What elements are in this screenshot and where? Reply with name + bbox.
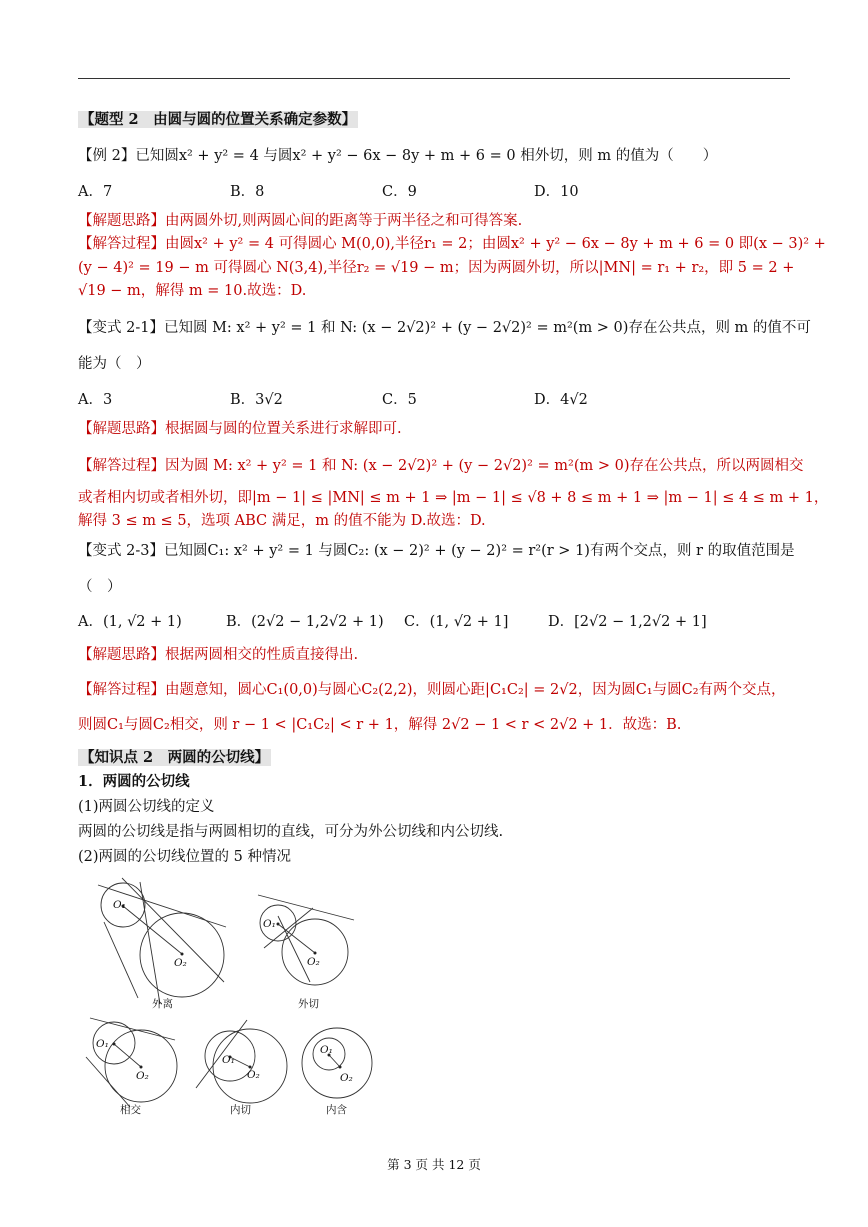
label-o1: O₁ [113, 899, 126, 911]
label-o1: O₁ [320, 1044, 333, 1056]
variant1-stem-2: 能为（ ） [78, 356, 151, 372]
variant1-option-d: D．4√2 [534, 392, 588, 408]
page-footer: 第 3 页 共 12 页 [387, 1157, 481, 1172]
variant3-stem-2: （ ） [78, 579, 122, 595]
variant1-solution-1: 【解答过程】因为圆 M: x² + y² = 1 和 N: (x − 2√2)² + (y − 2√2)² = m²(m > 0)存在公共点，所以两圆相交 [78, 458, 804, 474]
knowledge-text1: 两圆的公切线是指与两圆相切的直线，可分为外公切线和内公切线. [78, 824, 504, 840]
example-option-b: B．8 [230, 184, 265, 200]
top-rule [78, 78, 790, 79]
variant3-option-b: B．(2√2 − 1,2√2 + 1) [226, 614, 384, 630]
diagram-internal-tangent [196, 1020, 287, 1103]
example-solution-2: (y − 4)² = 19 − m 可得圆心 N(3,4),半径r₂ = √19 − m；因为两圆外切，所以|MN| = r₁ + r₂，即 5 = 2 + [78, 260, 795, 276]
diagram-intersecting [86, 1018, 177, 1107]
label-o1: O₁ [263, 918, 276, 930]
variant3-stem-1: 【变式 2-3】已知圆C₁: x² + y² = 1 与圆C₂: (x − 2)² + (y − 2)² = r²(r > 1)有两个交点，则 r 的取值范围是 [78, 543, 795, 559]
knowledge-sub2: (2)两圆的公切线位置的 5 种情况 [78, 849, 291, 865]
example-option-d: D．10 [534, 184, 579, 200]
variant3-idea: 【解题思路】根据两圆相交的性质直接得出. [78, 647, 359, 663]
example-stem: 【例 2】已知圆x² + y² = 4 与圆x² + y² − 6x − 8y + m + 6 = 0 相外切，则 m 的值为（ ） [78, 148, 718, 164]
variant1-option-c: C．5 [382, 392, 417, 408]
label-o1: O₁ [96, 1038, 109, 1050]
example-solution-1: 【解答过程】由圆x² + y² = 4 可得圆心 M(0,0),半径r₁ = 2；由圆x² + y² − 6x − 8y + m + 6 = 0 即(x − 3)² + [78, 236, 826, 252]
knowledge-sub1: (1)两圆公切线的定义 [78, 799, 215, 815]
diagram-separate [98, 878, 226, 1004]
caption-separate: 外离 [152, 998, 173, 1010]
caption-intersecting: 相交 [120, 1104, 141, 1116]
label-o2: O₂ [247, 1069, 260, 1081]
example-option-c: C．9 [382, 184, 417, 200]
knowledge-title: 1．两圆的公切线 [78, 773, 190, 790]
variant1-solution-2: 或者相内切或者相外切，即|m − 1| ≤ |MN| ≤ m + 1 ⇒ |m − 1| ≤ √8 + 8 ≤ m + 1 ⇒ |m − 1| ≤ 4 ≤ m + 1， [78, 490, 829, 506]
knowledge-header: 【知识点 2 两圆的公切线】 [80, 749, 270, 766]
variant1-solution-3: 解得 3 ≤ m ≤ 5，选项 ABC 满足，m 的值不能为 D.故选：D. [78, 513, 486, 529]
section-header: 【题型 2 由圆与圆的位置关系确定参数】 [80, 111, 357, 128]
diagram-external-tangent [258, 895, 354, 985]
example-solution-3: √19 − m，解得 m = 10.故选：D. [78, 283, 307, 299]
variant3-option-c: C．(1, √2 + 1] [404, 614, 509, 630]
variant3-option-d: D．[2√2 − 1,2√2 + 1] [548, 614, 707, 630]
caption-contained: 内含 [326, 1104, 347, 1116]
label-o2: O₂ [340, 1072, 353, 1084]
label-o2: O₂ [136, 1070, 149, 1082]
example-idea: 【解题思路】由两圆外切,则两圆心间的距离等于两半径之和可得答案. [78, 213, 523, 229]
variant3-option-a: A．(1, √2 + 1) [78, 614, 182, 630]
variant1-option-b: B．3√2 [230, 392, 283, 408]
caption-internal-tangent: 内切 [230, 1104, 251, 1116]
example-option-a: A．7 [78, 184, 113, 200]
variant3-solution-1: 【解答过程】由题意知，圆心C₁(0,0)与圆心C₂(2,2)，则圆心距|C₁C₂| = 2√2，因为圆C₁与圆C₂有两个交点， [78, 682, 786, 698]
caption-external-tangent: 外切 [298, 998, 319, 1010]
diagram-contained [302, 1028, 372, 1098]
variant1-idea: 【解题思路】根据圆与圆的位置关系进行求解即可. [78, 421, 402, 437]
variant3-solution-2: 则圆C₁与圆C₂相交，则 r − 1 < |C₁C₂| < r + 1，解得 2√2 − 1 < r < 2√2 + 1．故选：B. [78, 717, 682, 733]
variant1-stem-1: 【变式 2-1】已知圆 M: x² + y² = 1 和 N: (x − 2√2)² + (y − 2√2)² = m²(m > 0)存在公共点，则 m 的值不可 [78, 320, 811, 336]
label-o1: O₁ [222, 1054, 235, 1066]
label-o2: O₂ [174, 957, 187, 969]
label-o2: O₂ [307, 956, 320, 968]
variant1-option-a: A．3 [78, 392, 113, 408]
